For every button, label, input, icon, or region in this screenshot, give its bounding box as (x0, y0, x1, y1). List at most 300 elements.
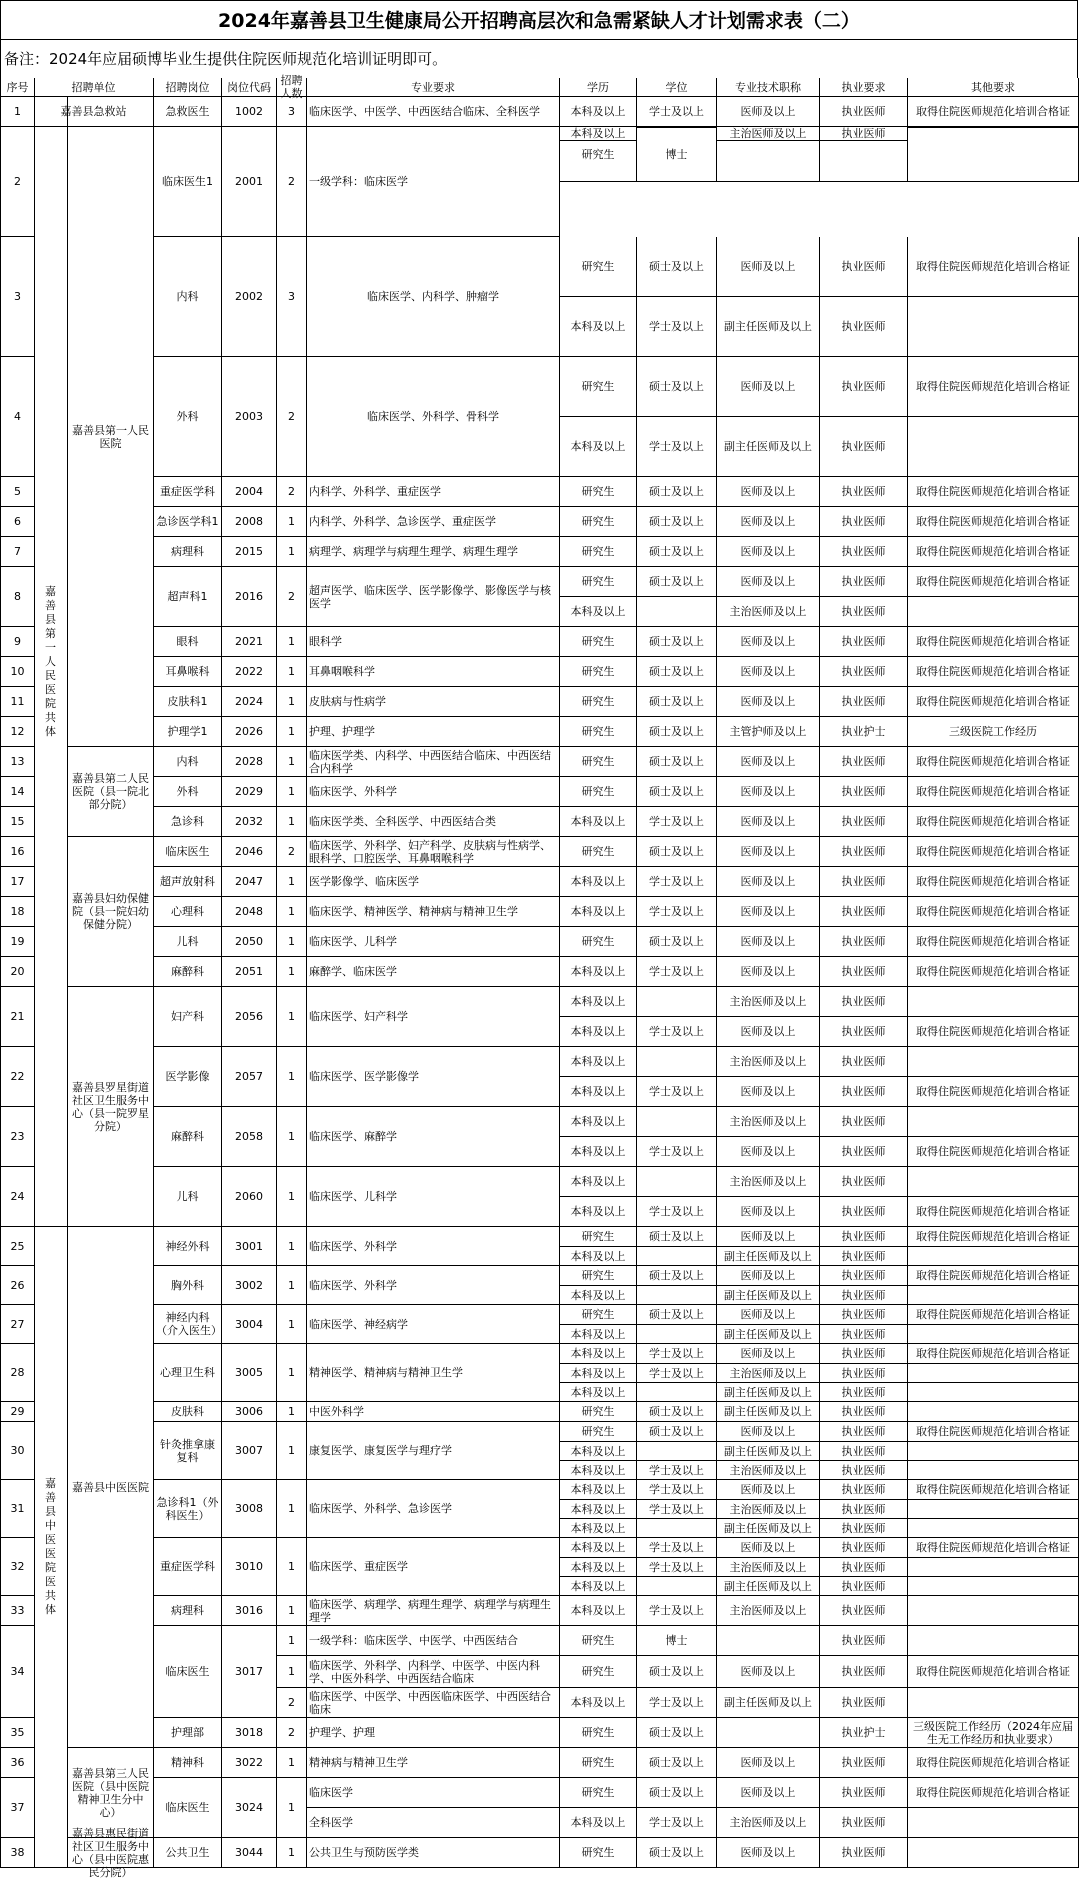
title-cell: 主治医师及以上 (717, 1808, 820, 1838)
major-requirement: 中医外科学 (307, 1402, 560, 1422)
title-cell: 医师及以上 (717, 1480, 820, 1500)
education-cell: 本科及以上 (560, 1442, 637, 1461)
post-name: 神经外科 (154, 1227, 222, 1266)
license-cell: 执业医师 (820, 1402, 908, 1422)
degree-cell (637, 1519, 717, 1538)
remark-note: 备注：2024年应届硕博毕业生提供住院医师规范化培训证明即可。 (0, 40, 1078, 78)
post-code: 2058 (222, 1107, 277, 1167)
education-cell: 研究生 (560, 717, 637, 747)
post-name: 急诊科1（外科医生） (154, 1480, 222, 1538)
degree-cell: 硕士及以上 (637, 777, 717, 807)
post-name: 麻醉科 (154, 1107, 222, 1167)
license-cell: 执业医师 (820, 1538, 908, 1558)
title-cell: 医师及以上 (717, 867, 820, 897)
other-requirement (908, 1107, 1079, 1137)
unit-cell: 嘉善县第二人民医院（县一院北部分院） (68, 747, 154, 837)
license-cell: 执业医师 (820, 1461, 908, 1480)
other-requirement: 三级医院工作经历 (908, 717, 1079, 747)
hire-count: 1 (277, 777, 307, 807)
degree-cell (637, 1442, 717, 1461)
post-name: 临床医生 (154, 837, 222, 867)
title-cell: 医师及以上 (717, 357, 820, 417)
degree-cell: 学士及以上 (637, 807, 717, 837)
license-cell: 执业医师 (820, 1364, 908, 1383)
row-number: 32 (0, 1538, 35, 1596)
other-requirement (908, 1247, 1079, 1266)
title-cell: 医师及以上 (717, 837, 820, 867)
major-requirement: 全科医学 (307, 1808, 560, 1838)
education-cell: 本科及以上 (560, 1017, 637, 1047)
hire-count: 1 (277, 1538, 307, 1596)
title-cell: 医师及以上 (717, 807, 820, 837)
other-requirement: 取得住院医师规范化培训合格证 (908, 1480, 1079, 1500)
education-cell: 研究生 (560, 127, 637, 182)
post-code: 2046 (222, 837, 277, 867)
title-cell: 副主任医师及以上 (717, 1577, 820, 1596)
title-cell: 副主任医师及以上 (717, 1688, 820, 1718)
post-name: 心理卫生科 (154, 1344, 222, 1402)
post-code: 2022 (222, 657, 277, 687)
degree-cell: 硕士及以上 (637, 1748, 717, 1778)
row-number: 37 (0, 1778, 35, 1838)
other-requirement (908, 1364, 1079, 1383)
title-cell: 医师及以上 (717, 477, 820, 507)
license-cell: 执业医师 (820, 97, 908, 127)
title-cell: 医师及以上 (717, 1017, 820, 1047)
license-cell: 执业医师 (820, 1688, 908, 1718)
post-name: 病理科 (154, 537, 222, 567)
post-name: 儿科 (154, 1167, 222, 1227)
other-requirement: 取得住院医师规范化培训合格证 (908, 507, 1079, 537)
post-code: 2060 (222, 1167, 277, 1227)
hire-count: 1 (277, 1047, 307, 1107)
title-cell: 主治医师及以上 (717, 1364, 820, 1383)
post-name: 急诊医学科1 (154, 507, 222, 537)
education-cell: 本科及以上 (560, 1480, 637, 1500)
post-code: 3018 (222, 1718, 277, 1748)
post-code: 2048 (222, 897, 277, 927)
header-cell: 岗位代码 (222, 78, 277, 97)
row-number: 23 (0, 1107, 35, 1167)
degree-cell: 学士及以上 (637, 1688, 717, 1718)
row-number: 25 (0, 1227, 35, 1266)
hire-count: 1 (277, 1480, 307, 1538)
degree-cell: 学士及以上 (637, 867, 717, 897)
other-requirement (908, 417, 1079, 477)
license-cell: 执业医师 (820, 897, 908, 927)
education-cell: 本科及以上 (560, 1688, 637, 1718)
major-requirement: 临床医学、外科学 (307, 1266, 560, 1305)
major-requirement: 临床医学、外科学、内科学、中医学、中医内科学、中医外科学、中西医结合临床 (307, 1656, 560, 1688)
license-cell: 执业医师 (820, 1227, 908, 1247)
header-cell: 招聘单位 (34, 78, 154, 97)
degree-cell: 学士及以上 (637, 1558, 717, 1577)
license-cell: 执业医师 (820, 1047, 908, 1077)
post-code: 2047 (222, 867, 277, 897)
education-cell: 本科及以上 (560, 1577, 637, 1596)
major-requirement: 超声医学、临床医学、医学影像学、影像医学与核医学 (307, 567, 560, 627)
degree-cell: 学士及以上 (637, 297, 717, 357)
row-number: 8 (0, 567, 35, 627)
post-name: 内科 (154, 747, 222, 777)
title-cell: 主治医师及以上 (717, 1107, 820, 1137)
degree-cell (637, 1577, 717, 1596)
hire-count: 1 (277, 1227, 307, 1266)
education-cell: 本科及以上 (560, 957, 637, 987)
hire-count: 2 (277, 357, 307, 477)
major-requirement: 临床医学、外科学、妇产科学、皮肤病与性病学、眼科学、口腔医学、耳鼻咽喉科学 (307, 837, 560, 867)
post-code: 3002 (222, 1266, 277, 1305)
major-requirement: 临床医学、外科学、骨科学 (307, 357, 560, 477)
education-cell: 本科及以上 (560, 1519, 637, 1538)
title-cell: 医师及以上 (717, 1197, 820, 1227)
post-code: 2051 (222, 957, 277, 987)
other-requirement: 取得住院医师规范化培训合格证 (908, 927, 1079, 957)
row-number: 15 (0, 807, 35, 837)
license-cell: 执业医师 (820, 1558, 908, 1577)
other-requirement (908, 1461, 1079, 1480)
license-cell: 执业医师 (820, 1077, 908, 1107)
title-cell: 医师及以上 (717, 1266, 820, 1286)
hire-count: 1 (277, 1167, 307, 1227)
other-requirement (908, 1402, 1079, 1422)
education-cell: 本科及以上 (560, 1167, 637, 1197)
title-cell: 医师及以上 (717, 1838, 820, 1868)
other-requirement (908, 1577, 1079, 1596)
post-name: 临床医生 (154, 1626, 222, 1718)
row-number: 5 (0, 477, 35, 507)
other-requirement: 取得住院医师规范化培训合格证 (908, 477, 1079, 507)
degree-cell (637, 1167, 717, 1197)
other-requirement: 取得住院医师规范化培训合格证 (908, 837, 1079, 867)
unit-cell: 嘉善县第一人民医院 (68, 127, 154, 747)
education-cell: 本科及以上 (560, 297, 637, 357)
title-cell: 医师及以上 (717, 1778, 820, 1808)
license-cell: 执业医师 (820, 237, 908, 297)
title-cell: 副主任医师及以上 (717, 417, 820, 477)
post-name: 精神科 (154, 1748, 222, 1778)
row-number: 1 (0, 97, 35, 127)
row-number: 9 (0, 627, 35, 657)
title-cell: 医师及以上 (717, 567, 820, 597)
header-cell: 学历 (560, 78, 637, 97)
hire-count: 2 (277, 127, 307, 237)
other-requirement (908, 1047, 1079, 1077)
major-requirement: 临床医学、外科学 (307, 1227, 560, 1266)
education-cell: 研究生 (560, 1266, 637, 1286)
hire-count: 1 (277, 897, 307, 927)
degree-cell: 博士 (637, 1626, 717, 1656)
hire-count: 1 (277, 1422, 307, 1480)
license-cell: 执业医师 (820, 777, 908, 807)
degree-cell: 硕士及以上 (637, 627, 717, 657)
post-code: 2016 (222, 567, 277, 627)
hire-count: 1 (277, 1596, 307, 1626)
education-cell: 本科及以上 (560, 1247, 637, 1266)
other-requirement: 取得住院医师规范化培训合格证 (908, 687, 1079, 717)
license-cell: 执业医师 (820, 1577, 908, 1596)
other-requirement (908, 1688, 1079, 1718)
education-cell: 研究生 (560, 657, 637, 687)
other-requirement (908, 127, 1079, 182)
other-requirement: 取得住院医师规范化培训合格证 (908, 1656, 1079, 1688)
degree-cell: 硕士及以上 (637, 1266, 717, 1286)
hire-count: 1 (277, 687, 307, 717)
other-requirement (908, 1558, 1079, 1577)
header-cell: 招聘人数 (277, 78, 307, 97)
education-cell: 本科及以上 (560, 1500, 637, 1519)
header-cell: 专业技术职称 (717, 78, 820, 97)
education-cell: 本科及以上 (560, 1047, 637, 1077)
major-requirement: 精神病与精神卫生学 (307, 1748, 560, 1778)
other-requirement: 取得住院医师规范化培训合格证 (908, 807, 1079, 837)
post-name: 重症医学科 (154, 1538, 222, 1596)
education-cell: 研究生 (560, 1305, 637, 1325)
education-cell: 本科及以上 (560, 1137, 637, 1167)
license-cell: 执业医师 (820, 627, 908, 657)
education-cell: 研究生 (560, 927, 637, 957)
degree-cell: 学士及以上 (637, 1461, 717, 1480)
education-cell: 本科及以上 (560, 1364, 637, 1383)
row-number: 11 (0, 687, 35, 717)
license-cell: 执业医师 (820, 1286, 908, 1305)
education-cell: 研究生 (560, 537, 637, 567)
row-number: 17 (0, 867, 35, 897)
row-number: 3 (0, 237, 35, 357)
row-number: 33 (0, 1596, 35, 1626)
education-cell: 研究生 (560, 237, 637, 297)
license-cell: 执业医师 (820, 957, 908, 987)
other-requirement: 取得住院医师规范化培训合格证 (908, 1422, 1079, 1442)
hire-count: 1 (277, 1778, 307, 1838)
row-number: 6 (0, 507, 35, 537)
group-cell: 嘉善县第一人民医院共体 (34, 97, 68, 1227)
major-requirement: 临床医学、麻醉学 (307, 1107, 560, 1167)
education-cell: 本科及以上 (560, 1286, 637, 1305)
other-requirement: 取得住院医师规范化培训合格证 (908, 1017, 1079, 1047)
education-cell: 研究生 (560, 1778, 637, 1808)
major-requirement: 医学影像学、临床医学 (307, 867, 560, 897)
title-cell: 医师及以上 (717, 1538, 820, 1558)
row-number: 16 (0, 837, 35, 867)
license-cell (820, 127, 908, 182)
major-requirement: 临床医学、病理学、病理生理学、病理学与病理生理学 (307, 1596, 560, 1626)
license-cell: 执业护士 (820, 1718, 908, 1748)
major-requirement: 临床医学、儿科学 (307, 1167, 560, 1227)
title-cell: 医师及以上 (717, 1656, 820, 1688)
hire-count: 1 (277, 747, 307, 777)
education-cell: 研究生 (560, 1748, 637, 1778)
other-requirement: 取得住院医师规范化培训合格证 (908, 1137, 1079, 1167)
title-cell: 副主任医师及以上 (717, 1402, 820, 1422)
title-cell: 医师及以上 (717, 957, 820, 987)
hire-count: 1 (277, 1402, 307, 1422)
title-cell: 医师及以上 (717, 507, 820, 537)
post-code: 2029 (222, 777, 277, 807)
major-requirement: 临床医学、外科学、急诊医学 (307, 1480, 560, 1538)
unit-cell: 嘉善县中医医院 (68, 1227, 154, 1748)
degree-cell: 学士及以上 (637, 417, 717, 477)
row-number: 38 (0, 1838, 35, 1868)
title-cell: 医师及以上 (717, 1077, 820, 1107)
major-requirement: 康复医学、康复医学与理疗学 (307, 1422, 560, 1480)
degree-cell (637, 1047, 717, 1077)
degree-cell: 硕士及以上 (637, 1718, 717, 1748)
major-requirement: 一级学科：临床医学、中医学、中西医结合 (307, 1626, 560, 1656)
header-cell: 专业要求 (307, 78, 560, 97)
title-cell: 主治医师及以上 (717, 1596, 820, 1626)
degree-cell: 硕士及以上 (637, 507, 717, 537)
education-cell: 本科及以上 (560, 1077, 637, 1107)
unit-cell: 嘉善县惠民街道社区卫生服务中心（县中医院惠民分院） (68, 1838, 154, 1868)
other-requirement: 取得住院医师规范化培训合格证 (908, 627, 1079, 657)
license-cell: 执业医师 (820, 1266, 908, 1286)
title-cell (717, 127, 820, 182)
major-requirement: 临床医学、中医学、中西医临床医学、中西医结合临床 (307, 1688, 560, 1718)
license-cell: 执业医师 (820, 1383, 908, 1402)
header-cell: 执业要求 (820, 78, 908, 97)
row-number: 24 (0, 1167, 35, 1227)
degree-cell: 硕士及以上 (637, 1838, 717, 1868)
row-number: 26 (0, 1266, 35, 1305)
title-cell: 主治医师及以上 (717, 1500, 820, 1519)
hire-count: 1 (277, 1626, 307, 1656)
major-requirement: 护理、护理学 (307, 717, 560, 747)
education-cell: 本科及以上 (560, 1107, 637, 1137)
hire-count: 1 (277, 807, 307, 837)
title-cell: 主治医师及以上 (717, 1558, 820, 1577)
other-requirement: 取得住院医师规范化培训合格证 (908, 537, 1079, 567)
major-requirement: 临床医学类、全科医学、中西医结合类 (307, 807, 560, 837)
post-code: 2056 (222, 987, 277, 1047)
license-cell: 执业医师 (820, 507, 908, 537)
unit-cell: 嘉善县急救站 (34, 97, 154, 127)
row-number: 27 (0, 1305, 35, 1344)
education-cell: 研究生 (560, 507, 637, 537)
other-requirement (908, 1167, 1079, 1197)
major-requirement: 一级学科：临床医学 (307, 127, 560, 237)
education-cell: 研究生 (560, 837, 637, 867)
education-cell: 研究生 (560, 567, 637, 597)
row-number: 30 (0, 1422, 35, 1480)
degree-cell: 硕士及以上 (637, 837, 717, 867)
post-name: 麻醉科 (154, 957, 222, 987)
education-cell: 研究生 (560, 1422, 637, 1442)
degree-cell: 硕士及以上 (637, 687, 717, 717)
row-number: 35 (0, 1718, 35, 1748)
license-cell: 执业医师 (820, 567, 908, 597)
hire-count: 1 (277, 987, 307, 1047)
title-cell: 医师及以上 (717, 1227, 820, 1247)
other-requirement: 取得住院医师规范化培训合格证 (908, 1266, 1079, 1286)
title-cell: 副主任医师及以上 (717, 1383, 820, 1402)
post-name: 外科 (154, 777, 222, 807)
license-cell: 执业医师 (820, 1748, 908, 1778)
other-requirement: 取得住院医师规范化培训合格证 (908, 97, 1079, 127)
other-requirement (908, 597, 1079, 627)
education-cell: 本科及以上 (560, 597, 637, 627)
title-cell: 主治医师及以上 (717, 1461, 820, 1480)
post-name: 超声科1 (154, 567, 222, 627)
title-cell (717, 1718, 820, 1748)
title-cell: 副主任医师及以上 (717, 297, 820, 357)
title-cell: 医师及以上 (717, 537, 820, 567)
license-cell: 执业医师 (820, 537, 908, 567)
degree-cell (637, 987, 717, 1017)
title-cell: 副主任医师及以上 (717, 1286, 820, 1305)
post-name: 妇产科 (154, 987, 222, 1047)
post-name: 公共卫生 (154, 1838, 222, 1868)
education-cell: 本科及以上 (560, 807, 637, 837)
header-cell: 学位 (637, 78, 717, 97)
degree-cell: 硕士及以上 (637, 1778, 717, 1808)
post-name: 急诊科 (154, 807, 222, 837)
hire-count: 1 (277, 927, 307, 957)
post-name: 皮肤科1 (154, 687, 222, 717)
degree-cell: 硕士及以上 (637, 537, 717, 567)
education-cell: 研究生 (560, 627, 637, 657)
title-cell: 医师及以上 (717, 1305, 820, 1325)
post-name: 重症医学科 (154, 477, 222, 507)
header-cell: 招聘岗位 (154, 78, 222, 97)
row-number: 21 (0, 987, 35, 1047)
major-requirement: 内科学、外科学、急诊医学、重症医学 (307, 507, 560, 537)
license-cell: 执业医师 (820, 1422, 908, 1442)
post-code: 3044 (222, 1838, 277, 1868)
degree-cell: 硕士及以上 (637, 237, 717, 297)
other-requirement (908, 1286, 1079, 1305)
degree-cell: 硕士及以上 (637, 747, 717, 777)
license-cell: 执业医师 (820, 1344, 908, 1364)
post-name: 皮肤科 (154, 1402, 222, 1422)
education-cell: 本科及以上 (560, 1596, 637, 1626)
post-name: 眼科 (154, 627, 222, 657)
degree-cell: 学士及以上 (637, 1500, 717, 1519)
degree-cell: 学士及以上 (637, 1596, 717, 1626)
license-cell: 执业医师 (820, 1778, 908, 1808)
post-code: 3004 (222, 1305, 277, 1344)
other-requirement: 取得住院医师规范化培训合格证 (908, 867, 1079, 897)
hire-count: 1 (277, 537, 307, 567)
row-number: 36 (0, 1748, 35, 1778)
title-cell: 主管护师及以上 (717, 717, 820, 747)
degree-cell: 硕士及以上 (637, 1402, 717, 1422)
other-requirement: 取得住院医师规范化培训合格证 (908, 1344, 1079, 1364)
row-number: 29 (0, 1402, 35, 1422)
education-cell: 研究生 (560, 1656, 637, 1688)
license-cell: 执业医师 (820, 1500, 908, 1519)
degree-cell (637, 1325, 717, 1344)
other-requirement: 取得住院医师规范化培训合格证 (908, 1748, 1079, 1778)
license-cell: 执业医师 (820, 837, 908, 867)
row-number: 2 (0, 127, 35, 237)
post-code: 3017 (222, 1626, 277, 1718)
education-cell: 研究生 (560, 687, 637, 717)
major-requirement: 临床医学、神经病学 (307, 1305, 560, 1344)
degree-cell: 硕士及以上 (637, 657, 717, 687)
license-cell: 执业医师 (820, 477, 908, 507)
title-cell: 医师及以上 (717, 237, 820, 297)
major-requirement: 公共卫生与预防医学类 (307, 1838, 560, 1868)
license-cell: 执业医师 (820, 597, 908, 627)
other-requirement (908, 987, 1079, 1017)
post-code: 3007 (222, 1422, 277, 1480)
post-code: 2026 (222, 717, 277, 747)
degree-cell: 学士及以上 (637, 1808, 717, 1838)
title-cell: 副主任医师及以上 (717, 1442, 820, 1461)
post-name: 急救医生 (154, 97, 222, 127)
unit-cell: 嘉善县妇幼保健院（县一院妇幼保健分院） (68, 837, 154, 987)
